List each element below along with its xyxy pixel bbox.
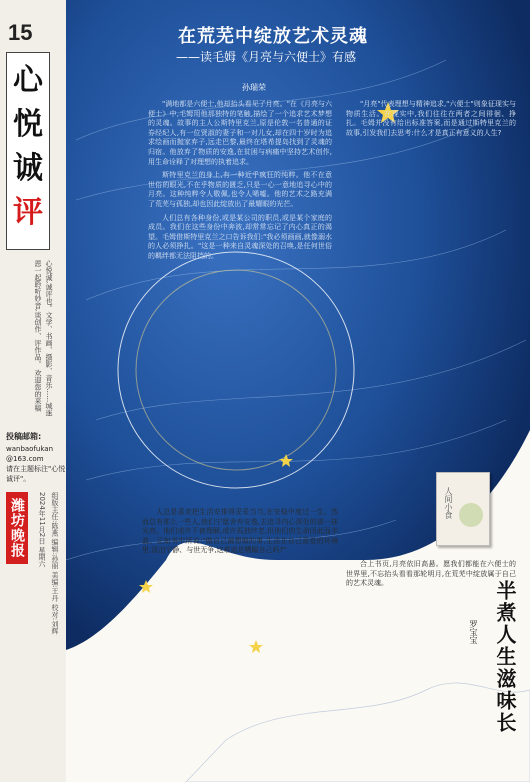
motto-text: 心悦诚,诚评也。文学、书画、摄影、音乐……城迷恩一起聆听妙音,谈创作、评作品。: [34, 260, 53, 417]
side-article-author: 罗宝宝: [469, 620, 478, 644]
book-cover-image: [436, 472, 490, 546]
submit-label: 投稿邮箱:: [6, 432, 42, 441]
column-title-char: 诚: [13, 151, 43, 186]
book-title: 人间小食: [444, 487, 453, 519]
article-subtitle: ——读毛姆《月亮与六便士》有感: [176, 50, 357, 64]
submit-email-2: @163.com: [6, 455, 44, 463]
newspaper-logo: 潍坊晚报: [6, 492, 28, 564]
column-sidebar: [0, 0, 64, 782]
article-byline: 孙瑞荣: [242, 83, 266, 92]
paragraph: "月亮"代表理想与精神追求,"六便士"则象征现实与物质生活。在现实中,我们往往在两者之间徘徊、挣扎。毛姆并没有给出标准答案,而是通过斯特里克兰的故事,引发我们去思考:什么才是真正有意义的人生?: [346, 100, 516, 137]
paragraph: 斯特里克兰的身上,有一种近乎疯狂的纯粹。他不在意世俗的眼光,不在乎物质的匮乏,只是一心一意地追寻心中的月亮。这种纯粹令人敬佩,也令人唏嘘。他的艺术之路充满了荒芜与孤独,却也因此绽放出了最耀眼的光芒。: [148, 171, 332, 208]
column-title-char: 悦: [13, 107, 43, 142]
article-text-block: [148, 100, 332, 498]
column-title-char: 评: [13, 195, 43, 230]
side-article-title: 半煮人生滋味长: [493, 580, 517, 734]
editor-credits: 组版主任:陈燕 编辑:孙丽 美编:王丹 校对:刘辉: [51, 492, 59, 635]
paragraph: 人总是喜欢把生活安排得妥妥当当,在安稳中度过一生。然而总有那么一些人,他们宁愿舍弃安逸,去追寻内心深处的那一抹光亮。他们或许不被理解,或许孤独终老,但他们的生命因此而丰盈。正如书中所说:"做自己最想做的事,生活在自己喜爱的环境里,淡泊宁静、与世无争,这难道是糟蹋自己吗?": [142, 508, 338, 555]
page-number: 15: [8, 20, 33, 45]
submission-info: [6, 432, 66, 484]
submit-note: 请在主题标注"心悦诚评"。: [6, 465, 66, 483]
column-title-char: 心: [13, 63, 43, 98]
paragraph: "满地都是六便士,他却抬头看见了月亮。"在《月亮与六便士》中,毛姆用他那独特的笔触,描绘了一个追求艺术梦想的灵魂。故事的主人公斯特里克兰,原是伦敦一名普通的证券经纪人,有一位贤淑的妻子和一对儿女,却在四十岁时为追求绘画而抛家弃子,远走巴黎,最终在塔希提岛找到了灵魂的归宿。他放弃了物质的安逸,在贫困与病痛中坚持艺术创作,用生命诠释了对理想的执着追求。: [148, 100, 332, 166]
book-cover-art: [459, 503, 483, 527]
paragraph: 人们总有各种身份,或是某公司的职员,或是某个家庭的成员。我们在这些身份中奔波,却常常忘记了内心真正的渴望。毛姆借斯特里克兰之口告诉我们:"我必须画画,就像溺水的人必须挣扎。"这是一种来自灵魂深处的召唤,是任何世俗的羁绊都无法阻挡的。: [148, 213, 332, 260]
issue-date: 2024年11月2日 星期六: [38, 492, 46, 568]
article-text-block: [346, 100, 516, 420]
column-title-box: [6, 52, 50, 250]
paragraph: 合上书页,月亮依旧高悬。愿我们都能在六便士的世界里,不忘抬头看看那轮明月,在荒芜中绽放属于自己的艺术灵魂。: [346, 560, 516, 588]
invite-text: 欢迎您的来稿: [34, 369, 42, 412]
illustration-area: [66, 0, 530, 782]
article-headline: 在荒芜中绽放艺术灵魂: [178, 26, 368, 47]
submit-email-1: wanbaofukan: [6, 445, 54, 453]
column-title: [7, 59, 49, 235]
column-motto: [14, 260, 54, 420]
article-text-block: [142, 508, 338, 774]
